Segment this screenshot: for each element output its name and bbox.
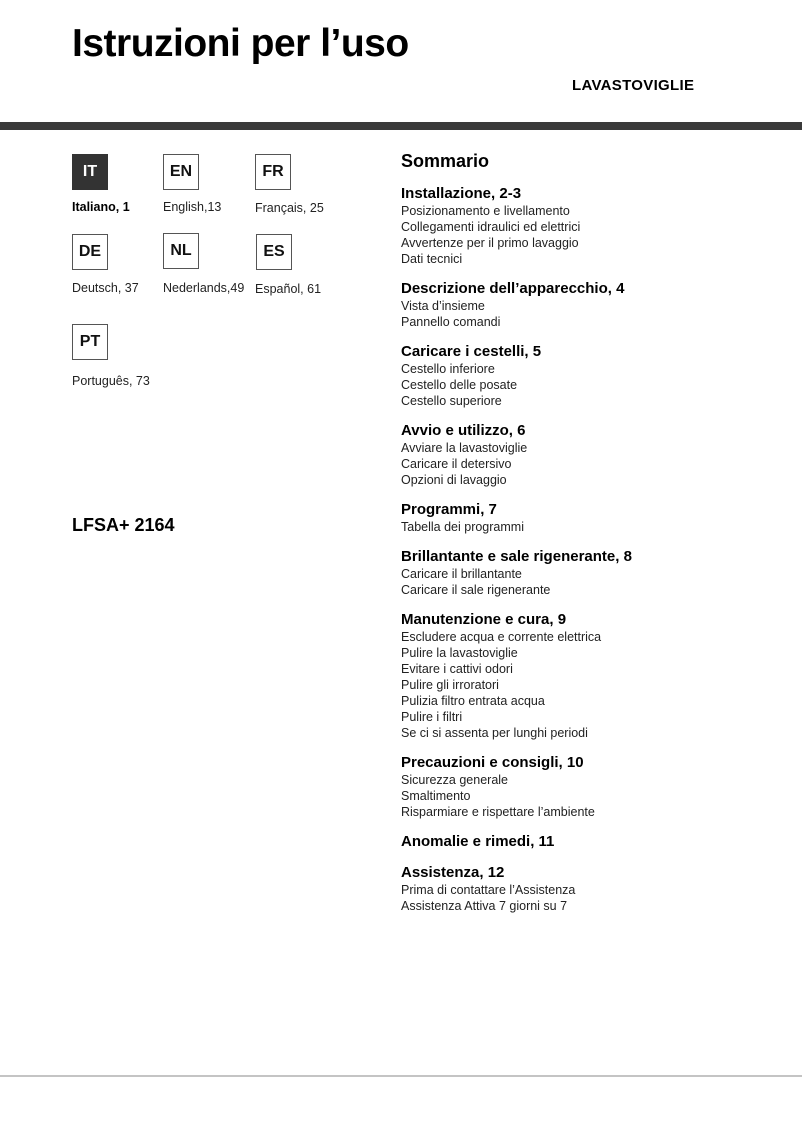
toc-section-title[interactable]: Manutenzione e cura, 9 (401, 611, 567, 628)
language-tab-de[interactable]: DE (72, 234, 108, 270)
toc-section-title[interactable]: Descrizione dell’apparecchio, 4 (401, 280, 625, 297)
toc-item[interactable]: Evitare i cattivi odori (401, 662, 513, 676)
toc-item[interactable]: Posizionamento e livellamento (401, 204, 570, 218)
toc-item[interactable]: Sicurezza generale (401, 773, 509, 787)
header-divider (0, 122, 802, 130)
toc-item[interactable]: Cestello superiore (401, 394, 502, 408)
toc-item[interactable]: Assistenza Attiva 7 giorni su 7 (401, 899, 568, 913)
toc-item[interactable]: Collegamenti idraulici ed elettrici (401, 220, 581, 234)
toc-item[interactable]: Dati tecnici (401, 252, 463, 266)
language-label-fr: Français, 25 (255, 201, 324, 215)
model-number: LFSA+ 2164 (72, 515, 175, 535)
toc-item[interactable]: Escludere acqua e corrente elettrica (401, 630, 602, 644)
language-label-en: English,13 (163, 200, 222, 214)
toc-item[interactable]: Pulire gli irroratori (401, 678, 499, 692)
toc-section (401, 611, 781, 741)
language-tab-pt[interactable]: PT (72, 324, 108, 360)
toc-section-title[interactable]: Avvio e utilizzo, 6 (401, 422, 526, 439)
toc-item[interactable]: Avvertenze per il primo lavaggio (401, 236, 579, 250)
toc-heading: Sommario (401, 151, 490, 171)
toc-item[interactable]: Prima di contattare l’Assistenza (401, 883, 576, 897)
language-tab-fr[interactable]: FR (255, 154, 291, 190)
toc-item[interactable]: Smaltimento (401, 789, 471, 803)
toc-item[interactable]: Vista d’insieme (401, 299, 485, 313)
product-category: LAVASTOVIGLIE (572, 77, 695, 94)
language-label-nl: Nederlands,49 (163, 281, 245, 295)
footer-divider (0, 1075, 802, 1077)
table-of-contents (401, 150, 781, 927)
toc-sections (401, 185, 781, 914)
language-label-it: Italiano, 1 (72, 200, 130, 214)
toc-section-title[interactable]: Caricare i cestelli, 5 (401, 343, 542, 360)
toc-section (401, 548, 781, 598)
toc-item[interactable]: Tabella dei programmi (401, 520, 524, 534)
language-label-de: Deutsch, 37 (72, 281, 139, 295)
toc-section (401, 343, 781, 409)
toc-section (401, 833, 781, 851)
toc-section (401, 501, 781, 535)
toc-section (401, 185, 781, 267)
language-tab-nl[interactable]: NL (163, 233, 199, 269)
toc-section (401, 422, 781, 488)
toc-item[interactable]: Pannello comandi (401, 315, 501, 329)
toc-item[interactable]: Avviare la lavastoviglie (401, 441, 528, 455)
toc-section (401, 864, 781, 914)
toc-section-title[interactable]: Anomalie e rimedi, 11 (401, 833, 555, 850)
toc-section (401, 754, 781, 820)
toc-section-title[interactable]: Precauzioni e consigli, 10 (401, 754, 584, 771)
page-title: Istruzioni per l’uso (72, 22, 409, 65)
toc-item[interactable]: Cestello delle posate (401, 378, 518, 392)
toc-section (401, 280, 781, 330)
toc-item[interactable]: Se ci si assenta per lunghi periodi (401, 726, 588, 740)
toc-section-title[interactable]: Installazione, 2-3 (401, 185, 522, 202)
toc-item[interactable]: Opzioni di lavaggio (401, 473, 507, 487)
language-tab-en[interactable]: EN (163, 154, 199, 190)
toc-item[interactable]: Pulizia filtro entrata acqua (401, 694, 545, 708)
toc-item[interactable]: Pulire la lavastoviglie (401, 646, 518, 660)
language-tab-es[interactable]: ES (256, 234, 292, 270)
toc-item[interactable]: Risparmiare e rispettare l’ambiente (401, 805, 595, 819)
toc-item[interactable]: Caricare il brillantante (401, 567, 522, 581)
language-label-es: Español, 61 (255, 282, 322, 296)
toc-section-title[interactable]: Assistenza, 12 (401, 864, 505, 881)
toc-section-title[interactable]: Programmi, 7 (401, 501, 497, 518)
language-tab-it[interactable]: IT (72, 154, 108, 190)
toc-item[interactable]: Caricare il detersivo (401, 457, 512, 471)
toc-item[interactable]: Cestello inferiore (401, 362, 495, 376)
toc-item[interactable]: Caricare il sale rigenerante (401, 583, 551, 597)
language-label-pt: Português, 73 (72, 374, 150, 388)
toc-item[interactable]: Pulire i filtri (401, 710, 463, 724)
toc-section-title[interactable]: Brillantante e sale rigenerante, 8 (401, 548, 632, 565)
